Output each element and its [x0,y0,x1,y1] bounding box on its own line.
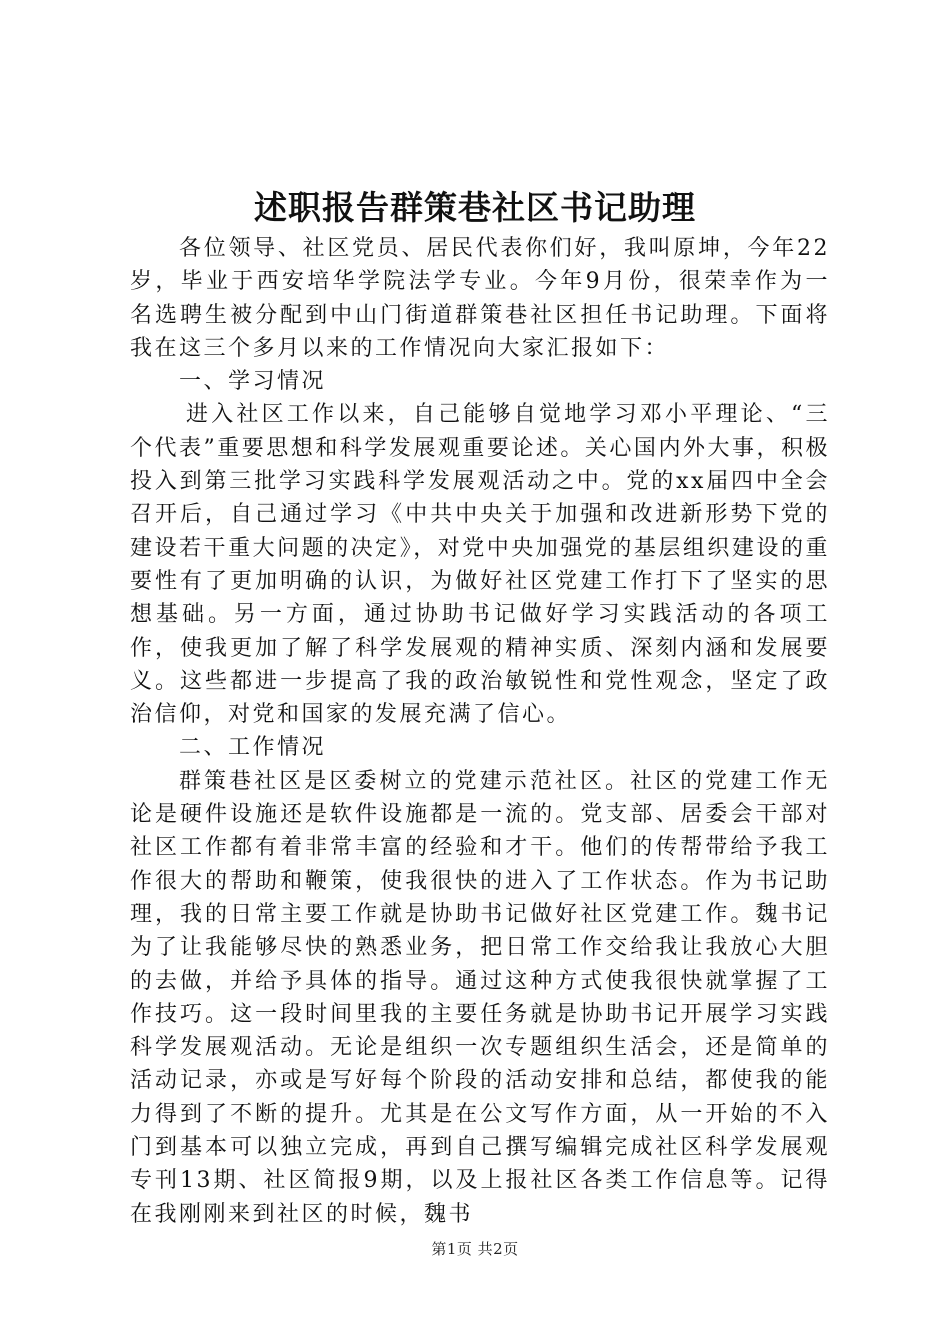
section-heading-work: 二、工作情况 [179,735,327,761]
paragraph-work: 群策巷社区是区委树立的党建示范社区。社区的党建工作无论是硬件设施还是软件设施都是一流的。党支部、居委会干部对社区工作都有着非常丰富的经验和才干。他们的传帮带给予我工作很大的帮助和鞭策，使我很快的进入了工作状态。作为书记助理，我的日常主要工作就是协助书记做好社区党建工作。魏书记为了让我能够尽快的熟悉业务，把日常工作交给我让我放心大胆的去做，并给予具体的指导。通过这种方式使我很快就掌握了工作技巧。这一段时间里我的主要任务就是协助书记开展学习实践科学发展观活动。无论是组织一次专题组织生活会，还是简单的活动记录，亦或是写好每个阶段的活动安排和总结，都使我的能力得到了不断的提升。尤其是在公文写作方面，从一开始的不入门到基本可以独立完成，再到自己撰写编辑完成社区科学发展观专刊13期、社区简报9期，以及上报社区各类工作信息等。记得在我刚刚来到社区的时候，魏书 [130,768,830,1227]
paragraph-intro: 各位领导、社区党员、居民代表你们好，我叫原坤，今年22岁，毕业于西安培华学院法学专业。今年9月份，很荣幸作为一名选聘生被分配到中山门街道群策巷社区担任书记助理。下面将我在这三个多月以来的工作情况向大家汇报如下： [130,236,830,361]
document-body [130,232,830,1231]
paragraph-study: 进入社区工作以来，自己能够自觉地学习邓小平理论、“三个代表”重要思想和科学发展观重要论述。关心国内外大事，积极投入到第三批学习实践科学发展观活动之中。党的xx届四中全会召开后，自己通过学习《中共中央关于加强和改进新形势下党的建设若干重大问题的决定》，对党中央加强党的基层组织建设的重要性有了更加明确的认识，为做好社区党建工作打下了坚实的思想基础。另一方面，通过协助书记做好学习实践活动的各项工作，使我更加了解了科学发展观的精神实质、深刻内涵和发展要义。这些都进一步提高了我的政治敏锐性和党性观念，坚定了政治信仰，对党和国家的发展充满了信心。 [130,402,830,728]
page-number-footer: 第1页 共2页 [431,1240,519,1258]
document-title: 述职报告群策巷社区书记助理 [254,188,696,227]
section-heading-study: 一、学习情况 [179,369,327,395]
